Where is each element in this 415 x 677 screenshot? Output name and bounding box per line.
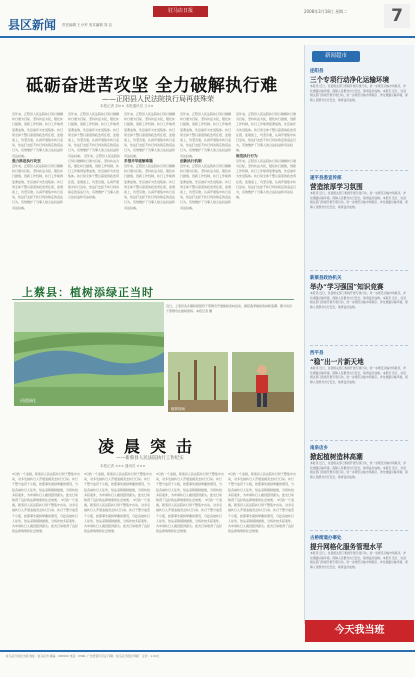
photo-river xyxy=(14,302,164,406)
story2-column-3 xyxy=(156,472,224,644)
column-text: 近年来，正阳县人民法院执行局以破解执行难为目标，坚持执法为民，强化执行措施，创新工作机制，执行工作取得显著成效，先后被评为先进集体。执行局全体干警以高度的政治责任感，迎难而上，攻坚克难，认真开展集中执行活动，依法打击拒不执行判决裁定的违法行为，有效维护了当事人的合法权益和司法权威。 xyxy=(180,164,232,210)
photo-label: 植树现场 xyxy=(171,407,185,411)
sidebar-text xyxy=(310,191,408,271)
sidebar-item xyxy=(310,445,408,521)
column-text: 近年来，正阳县人民法院执行局以破解执行难为目标，坚持执法为民，强化执行措施，创新工作机制，执行工作取得显著成效，先后被评为先进集体。执行局全体干警以高度的政治责任感，迎难而上，攻坚克难，认真开展集中执行活动，依法打击拒不执行判决裁定的违法行为，有效维护了当事人的合法权益和司法权威。 xyxy=(236,158,296,200)
story2-headline: 凌晨突击 xyxy=(97,437,202,456)
sidebar-divider xyxy=(310,345,408,346)
sidebar-title: “稳”出一片新天地 xyxy=(310,358,364,366)
column-text: 近年来，正阳县人民法院执行局以破解执行难为目标，坚持执法为民，强化执行措施，创新工作机制，执行工作取得显著成效，先后被评为先进集体。执行局全体干警以高度的政治责任感，迎难而上，攻坚克难，认真开展集中执行活动，依法打击拒不执行判决裁定的违法行为，有效维护了当事人的合法权益和司法权威。 xyxy=(236,112,296,153)
column-text: 3月的一个凌晨，新蔡县人民法院执行局干警集中出动，对多名被执行人开展凌晨突击执行行动。执行干警分成若干小组，按照事先摸排掌握的情况，分赴各被执行人住所，依法采取强制措施，当场执结多起案件，为申请执行人挽回经济损失。此次行动取得了良好的法律效果和社会效果。 xyxy=(228,498,295,534)
column-text: 近年来，正阳县人民法院执行局以破解执行难为目标，坚持执法为民，强化执行措施，创新工作机制，执行工作取得显著成效，先后被评为先进集体。执行局全体干警以高度的政治责任感，迎难而上，攻坚克难，认真开展集中执行活动，依法打击拒不执行判决裁定的违法行为，有效维护了当事人的合法权益和司法权威。 xyxy=(124,164,176,210)
photo-worker xyxy=(232,352,294,412)
sidebar-text-body: 本报讯 近日，该县相关部门积极开展专项行动，进一步规范运输市场秩序，净化道路运输环境，保障人民群众出行安全，取得良好成效。 xyxy=(310,291,406,300)
column-text: 近年来，正阳县人民法院执行局以破解执行难为目标，坚持执法为民，强化执行措施，创新工作机制，执行工作取得显著成效，先后被评为先进集体。执行局全体干警以高度的政治责任感，迎难而上，攻坚克难，认真开展集中执行活动，依法打击拒不执行判决裁定的违法行为，有效维护了当事人的合法权益和司法权威。 xyxy=(68,153,120,200)
column-text: 近年来，正阳县人民法院执行局以破解执行难为目标，坚持执法为民，强化执行措施，创新工作机制，执行工作取得显著成效，先后被评为先进集体。执行局全体干警以高度的政治责任感，迎难而上，攻坚克难，认真开展集中执行活动，依法打击拒不执行判决裁定的违法行为，有效维护了当事人的合法权益和司法权威。 xyxy=(12,164,64,210)
sidebar-title: 三个专项行动净化运输环境 xyxy=(310,76,390,84)
column-text: 近年来，正阳县人民法院执行局以破解执行难为目标，坚持执法为民，强化执行措施，创新工作机制，执行工作取得显著成效，先后被评为先进集体。执行局全体干警以高度的政治责任感，迎难而上，攻坚克难，认真开展集中执行活动，依法打击拒不执行判决裁定的违法行为，有效维护了当事人的合法权益和司法权威。 xyxy=(124,112,176,158)
column-text: 3月的一个凌晨，新蔡县人民法院执行局干警集中出动，对多名被执行人开展凌晨突击执行行动。执行干警分成若干小组，按照事先摸排掌握的情况，分赴各被执行人住所，依法采取强制措施，当场执结多起案件，为申请执行人挽回经济损失。此次行动取得了良好的法律效果和社会效果。 xyxy=(12,472,80,503)
editor-line: 责任编辑 王小军 美术编辑 刘 洁 xyxy=(62,23,112,27)
sidebar-text-body: 本报讯 近日，该县相关部门积极开展专项行动，进一步规范运输市场秩序，净化道路运输环境，保障人民群众出行安全，取得良好成效。 xyxy=(310,465,408,479)
column-text: 3月的一个凌晨，新蔡县人民法院执行局干警集中出动，对多名被执行人开展凌晨突击执行行动。执行干警分成若干小组，按照事先摸排掌握的情况，分赴各被执行人住所，依法采取强制措施，当场执结多起案件，为申请执行人挽回经济损失。此次行动取得了良好的法律效果和社会效果。 xyxy=(156,498,223,534)
sidebar-divider xyxy=(310,440,408,441)
photo-tree xyxy=(168,352,228,412)
sidebar-item xyxy=(310,350,408,436)
photo-label: 河道绿化 xyxy=(20,398,36,403)
sidebar-title: 举办“学习强国”知识竞赛 xyxy=(310,283,384,291)
lead-column-5 xyxy=(236,112,296,272)
sidebar-text-body: 本报讯 近日，该县相关部门积极开展专项行动，进一步规范运输市场秩序，净化道路运输环境，保障人民群众出行安全，取得良好成效。 xyxy=(310,295,408,309)
story2-column-1 xyxy=(12,472,80,644)
sidebar-text xyxy=(310,551,408,616)
column-text: 3月的一个凌晨，新蔡县人民法院执行局干警集中出动，对多名被执行人开展凌晨突击执行行动。执行干警分成若干小组，按照事先摸排掌握的情况，分赴各被执行人住所，依法采取强制措施，当场执结多起案件，为申请执行人挽回经济损失。此次行动取得了良好的法律效果和社会效果。 xyxy=(84,472,152,503)
sidebar-text-body: 本报讯 近日，该县相关部门积极开展专项行动，进一步规范运输市场秩序，净化道路运输环境，保障人民群众出行安全，取得良好成效。 xyxy=(310,88,408,102)
sidebar-region: 古桥街道办事处 xyxy=(310,536,342,541)
sidebar-title: 掀起植树造林高潮 xyxy=(310,453,363,461)
photo-divider xyxy=(12,299,294,300)
lead-headline: 砥砺奋进苦攻坚 全力破解执行难 xyxy=(26,76,278,96)
sidebar-divider xyxy=(310,270,408,271)
sidebar-divider xyxy=(310,170,408,171)
lead-column-3 xyxy=(124,112,176,272)
sidebar-text-body: 本报讯 近日，该县相关部门积极开展专项行动，进一步规范运输市场秩序，净化道路运输环境，保障人民群众出行安全，取得良好成效。 xyxy=(310,191,406,200)
lead-column-1 xyxy=(12,112,64,272)
sidebar-item xyxy=(310,535,408,616)
photo-caption: 近日，上蔡县各乡镇积极组织干部群众开展植树造林活动，掀起春季植树造林新高潮。图为该县干部群众在植树现场。本报记者 摄 xyxy=(166,304,293,313)
sidebar-text-body: 本报讯 近日，该县相关部门积极开展专项行动，进一步规范运输市场秩序，净化道路运输环境，保障人民群众出行安全，取得良好成效。 xyxy=(310,84,406,93)
story2-byline: 本报记者 ××× 通讯员 ××× xyxy=(100,464,146,468)
sidebar-text xyxy=(310,291,408,341)
story2-column-2 xyxy=(84,472,152,644)
page-number: 7 xyxy=(384,4,410,28)
column-text: 3月的一个凌晨，新蔡县人民法院执行局干警集中出动，对多名被执行人开展凌晨突击执行行动。执行干警分成若干小组，按照事先摸排掌握的情况，分赴各被执行人住所，依法采取强制措施，当场执结多起案件，为申请执行人挽回经济损失。此次行动取得了良好的法律效果和社会效果。 xyxy=(228,472,296,503)
sidebar-text-body: 本报讯 近日，该县相关部门积极开展专项行动，进一步规范运输市场秩序，净化道路运输环境，保障人民群众出行安全，取得良好成效。 xyxy=(310,461,406,470)
column-subtitle: 多措并举破解难题 xyxy=(124,158,153,163)
story2-column-4 xyxy=(228,472,296,644)
sidebar-region: 遂平县委宣传部 xyxy=(310,176,342,181)
sidebar-item xyxy=(310,175,408,271)
lead-byline: 本报记者 刘×× 本报通讯员 王×× xyxy=(100,104,154,108)
column-text: 近年来，正阳县人民法院执行局以破解执行难为目标，坚持执法为民，强化执行措施，创新工作机制，执行工作取得显著成效，先后被评为先进集体。执行局全体干警以高度的政治责任感，迎难而上，攻坚克难，认真开展集中执行活动，依法打击拒不执行判决裁定的违法行为，有效维护了当事人的合法权益和司法权威。 xyxy=(180,112,232,158)
sidebar-text-body: 本报讯 近日，该县相关部门积极开展专项行动，进一步规范运输市场秩序，净化道路运输环境，保障人民群众出行安全，取得良好成效。 xyxy=(310,551,406,560)
sidebar-text-body: 本报讯 近日，该县相关部门积极开展专项行动，进一步规范运输市场秩序，净化道路运输环境，保障人民群众出行安全，取得良好成效。 xyxy=(310,370,408,384)
sidebar-text-body: 本报讯 近日，该县相关部门积极开展专项行动，进一步规范运输市场秩序，净化道路运输环境，保障人民群众出行安全，取得良好成效。 xyxy=(310,195,408,209)
lead-column-4 xyxy=(180,112,232,272)
column-subtitle: 创新执行机制 xyxy=(180,158,202,163)
sidebar-text xyxy=(310,84,408,172)
page-footer: 驻马店日报社出版 地址：驻马店市 邮编：463000 电话：0396- 广告经营许可证 印刷：驻马店日报社印刷厂 定价：1.00元 xyxy=(0,650,415,664)
sidebar-divider xyxy=(310,530,408,531)
column-text: 3月的一个凌晨，新蔡县人民法院执行局干警集中出动，对多名被执行人开展凌晨突击执行行动。执行干警分成若干小组，按照事先摸排掌握的情况，分赴各被执行人住所，依法采取强制措施，当场执结多起案件，为申请执行人挽回经济损失。此次行动取得了良好的法律效果和社会效果。 xyxy=(84,498,151,534)
column-text: 近年来，正阳县人民法院执行局以破解执行难为目标，坚持执法为民，强化执行措施，创新工作机制，执行工作取得显著成效，先后被评为先进集体。执行局全体干警以高度的政治责任感，迎难而上，攻坚克难，认真开展集中执行活动，依法打击拒不执行判决裁定的违法行为，有效维护了当事人的合法权益和司法权威。 xyxy=(12,112,64,158)
sidebar-item xyxy=(310,275,408,341)
column-text: 3月的一个凌晨，新蔡县人民法院执行局干警集中出动，对多名被执行人开展凌晨突击执行行动。执行干警分成若干小组，按照事先摸排掌握的情况，分赴各被执行人住所，依法采取强制措施，当场执结多起案件，为申请执行人挽回经济损失。此次行动取得了良好的法律效果和社会效果。 xyxy=(156,472,224,503)
on-duty-banner: 今天我当班 xyxy=(305,620,414,642)
photo-headline: 上蔡县：植树添绿正当时 xyxy=(22,286,154,299)
sidebar-region: 泌阳县 xyxy=(310,69,324,74)
sidebar-region: 西平县 xyxy=(310,351,324,356)
sidebar-title: 提升网格化服务管理水平 xyxy=(310,543,383,551)
issue-date: 2008年3月18日 星期二 xyxy=(304,9,348,14)
lead-subhead: ——正阳县人民法院执行局再获殊荣 xyxy=(102,95,214,103)
sidebar-region: 新蔡县政协机关 xyxy=(310,276,342,281)
section-title: 县区新闻 xyxy=(8,18,57,32)
column-subtitle: 规范执行行为 xyxy=(236,153,258,158)
sidebar-item xyxy=(310,68,408,172)
column-text: 3月的一个凌晨，新蔡县人民法院执行局干警集中出动，对多名被执行人开展凌晨突击执行行动。执行干警分成若干小组，按照事先摸排掌握的情况，分赴各被执行人住所，依法采取强制措施，当场执结多起案件，为申请执行人挽回经济损失。此次行动取得了良好的法律效果和社会效果。 xyxy=(12,498,79,534)
sidebar-title: 营造浓厚学习氛围 xyxy=(310,183,363,191)
sidebar-text xyxy=(310,461,408,521)
sidebar-text xyxy=(310,366,408,436)
column-text: 近年来，正阳县人民法院执行局以破解执行难为目标，坚持执法为民，强化执行措施，创新工作机制，执行工作取得显著成效，先后被评为先进集体。执行局全体干警以高度的政治责任感，迎难而上，攻坚克难，认真开展集中执行活动，依法打击拒不执行判决裁定的违法行为，有效维护了当事人的合法权益和司法权威。 xyxy=(68,112,120,158)
sidebar-badge: 新闻超市 xyxy=(312,51,360,62)
sidebar-text-body: 本报讯 近日，该县相关部门积极开展专项行动，进一步规范运输市场秩序，净化道路运输环境，保障人民群众出行安全，取得良好成效。 xyxy=(310,555,408,569)
masthead-logo: 驻马店日报 xyxy=(153,6,208,17)
column-subtitle: 强力推进执行攻坚 xyxy=(12,158,41,163)
story2-subhead: ——新蔡县人民法院执行工作纪实 xyxy=(116,456,184,461)
sidebar-text-body: 本报讯 近日，该县相关部门积极开展专项行动，进一步规范运输市场秩序，净化道路运输环境，保障人民群众出行安全，取得良好成效。 xyxy=(310,366,406,375)
lead-column-2 xyxy=(68,112,120,272)
sidebar-region: 南泉店乡 xyxy=(310,446,328,451)
